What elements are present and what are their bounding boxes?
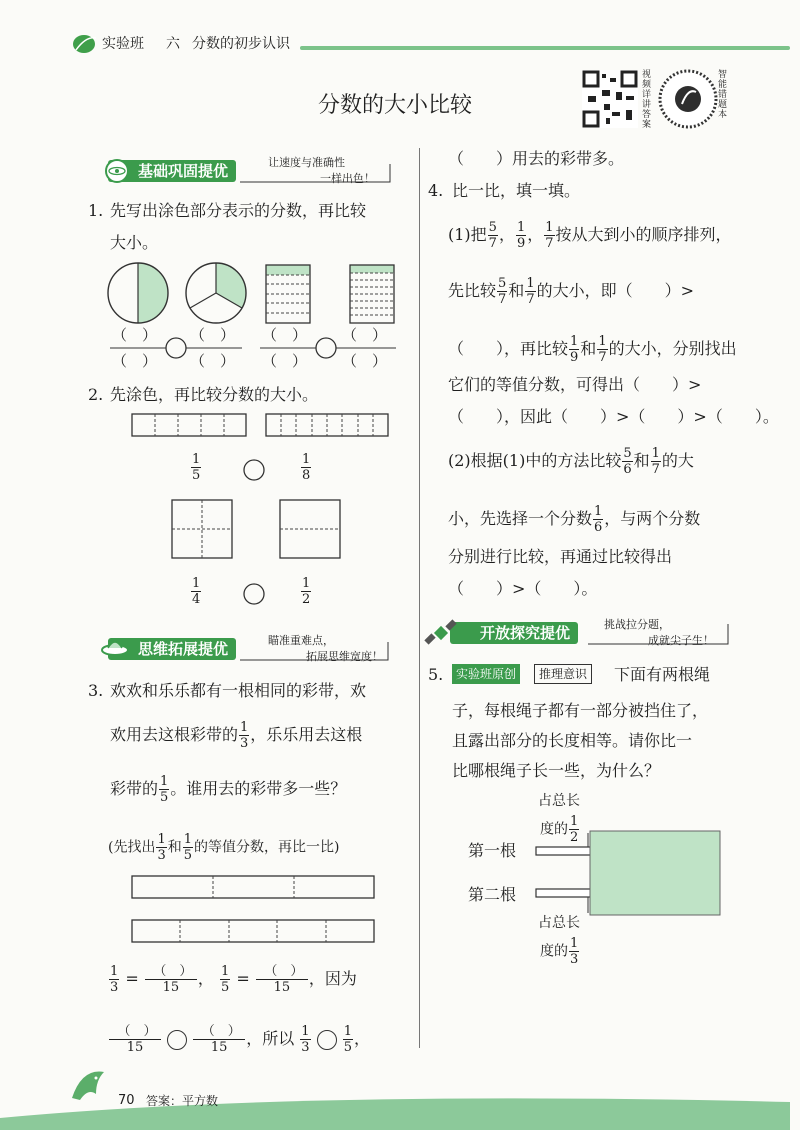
motto-underline xyxy=(240,638,410,666)
fraction-1-4: $\frac{1}{4}$ xyxy=(192,576,201,607)
section-label: 基础巩固提优 xyxy=(138,162,229,180)
rope-label-bottom: 占总长 xyxy=(538,915,580,931)
header-chapter-title: 分数的初步认识 xyxy=(192,36,290,52)
compare-circle xyxy=(316,338,336,358)
rope-diagram xyxy=(520,825,730,925)
q3-line1: 欢欢和乐乐都有一根相同的彩带，欢 xyxy=(110,681,367,700)
q5-number: 5. xyxy=(428,665,444,684)
q3-hint: (先找出 $\frac{1}{3}$ 和 $\frac{1}{5}$ 的等值分数，再比一比) xyxy=(108,832,340,863)
atom-icon xyxy=(104,158,130,184)
q3-continuation: （ ）用去的彩带多。 xyxy=(448,149,625,168)
q4-p8: 分别进行比较，再通过比较得出 xyxy=(448,547,673,566)
rect-stripes-figure-b xyxy=(350,265,394,323)
q5-l4: 比哪根绳子长一些，为什么？ xyxy=(452,761,661,780)
section-label: 开放探究提优 xyxy=(480,624,571,642)
answer-blank[interactable]: （ ） xyxy=(112,352,158,370)
rope-2-label: 第二根 xyxy=(468,885,517,904)
q1-number: 1. xyxy=(88,201,104,220)
page-title: 分数的大小比较 xyxy=(318,93,473,118)
column-divider xyxy=(419,148,420,1048)
q2-figures xyxy=(120,408,410,608)
fraction-1-8: $\frac{1}{8}$ xyxy=(302,452,311,483)
answer-blank[interactable]: （ ） xyxy=(112,326,158,344)
q4-number: 4. xyxy=(428,181,444,200)
rope-label-top-2: 度的 $\frac{1}{2}$ xyxy=(540,814,579,845)
rope-label-bottom-2: 度的 $\frac{1}{3}$ xyxy=(540,936,579,967)
rope-label-top: 占总长 xyxy=(538,793,580,809)
header-chapter-no: 六 xyxy=(166,36,180,52)
q3-equation-row1: $\frac{1}{3}$ = （ ） 15 ， $\frac{1}{5}$ = （ ） 15 ，因为 xyxy=(110,964,357,995)
qr-left-caption: 视频详讲答案 xyxy=(642,70,652,130)
footer-answer: 答案：平方数 xyxy=(146,1094,219,1108)
compare-circle xyxy=(167,1030,187,1050)
q4-p2: 先比较 $\frac{5}{7}$ 和 $\frac{1}{7}$ 的大小，即（ ）> xyxy=(448,276,695,307)
q4-p1: (1)把 $\frac{5}{7}$ ， $\frac{1}{9}$ ， $\frac{1}{7}$ 按从大到小的顺序排列， xyxy=(448,220,732,251)
fraction-1-5: $\frac{1}{5}$ xyxy=(192,452,201,483)
q2-number: 2. xyxy=(88,385,104,404)
compare-circle xyxy=(317,1030,337,1050)
q1-line2: 大小。 xyxy=(110,233,159,252)
answer-blank[interactable]: （ ） xyxy=(190,352,236,370)
rope-1-label: 第一根 xyxy=(468,841,517,860)
section-motto: 成就尖子生！ xyxy=(648,634,714,647)
answer-blank[interactable]: （ ） xyxy=(342,326,388,344)
mini-program-code-icon[interactable] xyxy=(658,68,718,130)
circle-halves-figure xyxy=(108,263,168,323)
ufo-icon xyxy=(100,634,130,662)
fraction-1-2: $\frac{1}{2}$ xyxy=(302,576,311,607)
compare-circle xyxy=(244,584,264,604)
qr-code-icon[interactable] xyxy=(582,70,638,128)
q3-line2: 欢用去这根彩带的 $\frac{1}{3}$ ，乐乐用去这根 xyxy=(110,720,363,751)
q5-l3: 且露出部分的长度相等。请你比一 xyxy=(452,731,693,750)
q4-p6: (2)根据(1)中的方法比较 $\frac{5}{6}$ 和 $\frac{1}{7}$ 的大 xyxy=(448,446,694,477)
section-motto: 瞄准重难点， xyxy=(268,634,334,647)
q5-l2: 子，每根绳子都有一部分被挡住了， xyxy=(452,701,709,720)
compare-circle xyxy=(166,338,186,358)
tag-original: 实验班原创 xyxy=(452,664,520,684)
q5-l1: 下面有两根绳 xyxy=(614,665,711,684)
dolphin-icon xyxy=(72,1072,104,1100)
q4-p7: 小，先选择一个分数 $\frac{1}{6}$ ，与两个分数 xyxy=(448,504,701,535)
answer-blank[interactable]: （ ） xyxy=(262,352,308,370)
q4-p5: （ ），因此（ ）>（ ）>（ ）。 xyxy=(448,407,779,426)
q3-equation-row2: （ ） 15 （ ） 15 ，所以 $\frac{1}{3}$ $\frac{1}{5}$ ， xyxy=(108,1022,370,1056)
rect-stripes-figure-a xyxy=(266,265,310,323)
header-series: 实验班 xyxy=(102,36,144,52)
motto-underline xyxy=(588,620,748,650)
answer-blank[interactable]: （ ） xyxy=(190,326,236,344)
qr-right-caption: 智能错题本 xyxy=(718,70,728,120)
q4-intro: 比一比，填一填。 xyxy=(452,181,581,200)
section-motto: 让速度与准确性 xyxy=(268,156,345,169)
tag-reasoning: 推理意识 xyxy=(534,664,592,684)
section-motto: 一样出色！ xyxy=(320,172,375,185)
section-banner-open xyxy=(450,622,578,644)
section-motto: 拓展思维宽度！ xyxy=(306,650,383,663)
section-motto: 挑战拉分题， xyxy=(604,618,670,631)
cover-board xyxy=(590,831,720,915)
q4-p4: 它们的等值分数，可得出（ ）> xyxy=(448,375,702,394)
motto-underline xyxy=(240,160,410,188)
answer-blank[interactable]: （ ） xyxy=(262,326,308,344)
compare-circle xyxy=(244,460,264,480)
satellite-icon xyxy=(424,616,458,650)
q3-ribbons xyxy=(128,872,388,948)
q3-line3: 彩带的 $\frac{1}{5}$ 。谁用去的彩带多一些？ xyxy=(110,774,347,805)
page-number: 70 xyxy=(118,1093,135,1108)
q1-line1: 先写出涂色部分表示的分数，再比较 xyxy=(110,201,367,220)
circle-thirds-figure xyxy=(186,263,246,323)
q4-p9: （ ）>（ ）。 xyxy=(448,579,598,598)
q4-p3: （ ），再比较 $\frac{1}{9}$ 和 $\frac{1}{7}$ 的大小，分别找出 xyxy=(448,334,737,365)
answer-blank[interactable]: （ ） xyxy=(342,352,388,370)
q3-number: 3. xyxy=(88,681,104,700)
section-label: 思维拓展提优 xyxy=(138,640,229,658)
q2-text: 先涂色，再比较分数的大小。 xyxy=(110,385,319,404)
